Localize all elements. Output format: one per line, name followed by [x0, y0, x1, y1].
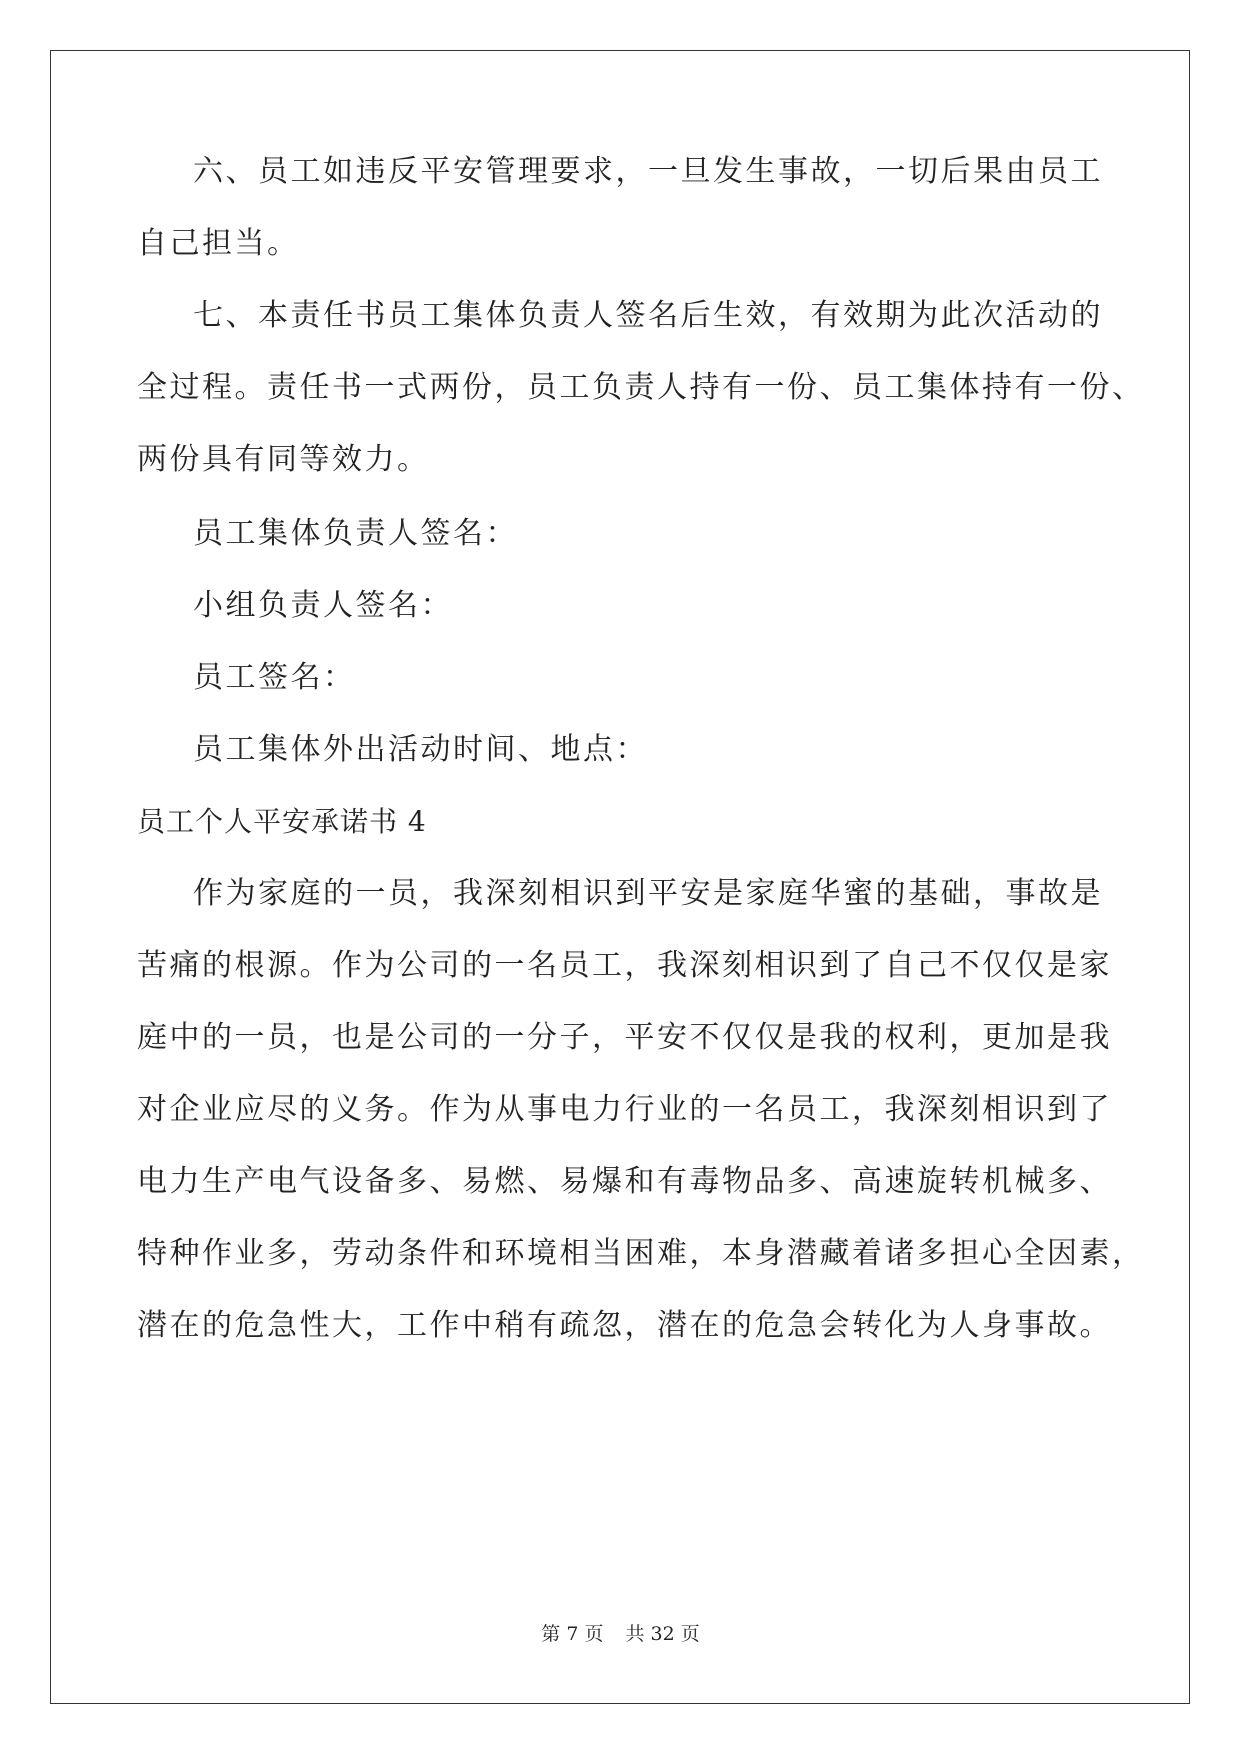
page-footer — [0, 1622, 1241, 1646]
paragraph-line: 苦痛的根源。作为公司的一名员工，我深刻相识到了自己不仅仅是家 — [137, 948, 1112, 983]
paragraph-line: 特种作业多，劳动条件和环境相当困难，本身潜藏着诸多担心全因素， — [137, 1236, 1145, 1271]
page-total: 共 32 页 — [625, 1623, 700, 1645]
paragraph-line: 电力生产电气设备多、易燃、易爆和有毒物品多、高速旋转机械多、 — [137, 1164, 1112, 1199]
paragraph-line: 自己担当。 — [137, 226, 300, 261]
paragraph-line: 七、本责任书员工集体负责人签名后生效，有效期为此次活动的 — [193, 298, 1103, 333]
paragraph-line: 作为家庭的一员，我深刻相识到平安是家庭华蜜的基础，事故是 — [193, 876, 1103, 911]
paragraph-line: 对企业应尽的义务。作为从事电力行业的一名员工，我深刻相识到了 — [137, 1092, 1112, 1127]
section-heading: 员工个人平安承诺书 4 — [137, 805, 427, 838]
paragraph-line: 庭中的一员，也是公司的一分子，平安不仅仅是我的权利，更加是我 — [137, 1020, 1112, 1055]
paragraph-line: 潜在的危急性大，工作中稍有疏忽，潜在的危急会转化为人身事故。 — [137, 1308, 1112, 1343]
signature-line-team-leader: 小组负责人签名： — [193, 588, 453, 623]
paragraph-line: 两份具有同等效力。 — [137, 442, 430, 477]
signature-line-group-leader: 员工集体负责人签名： — [193, 516, 518, 551]
paragraph-line: 六、员工如违反平安管理要求，一旦发生事故，一切后果由员工 — [193, 154, 1103, 189]
page-number: 第 7 页 — [541, 1623, 604, 1645]
paragraph-line: 全过程。责任书一式两份，员工负责人持有一份、员工集体持有一份、 — [137, 370, 1145, 405]
activity-time-place-line: 员工集体外出活动时间、地点： — [193, 732, 648, 767]
signature-line-employee: 员工签名： — [193, 660, 356, 695]
